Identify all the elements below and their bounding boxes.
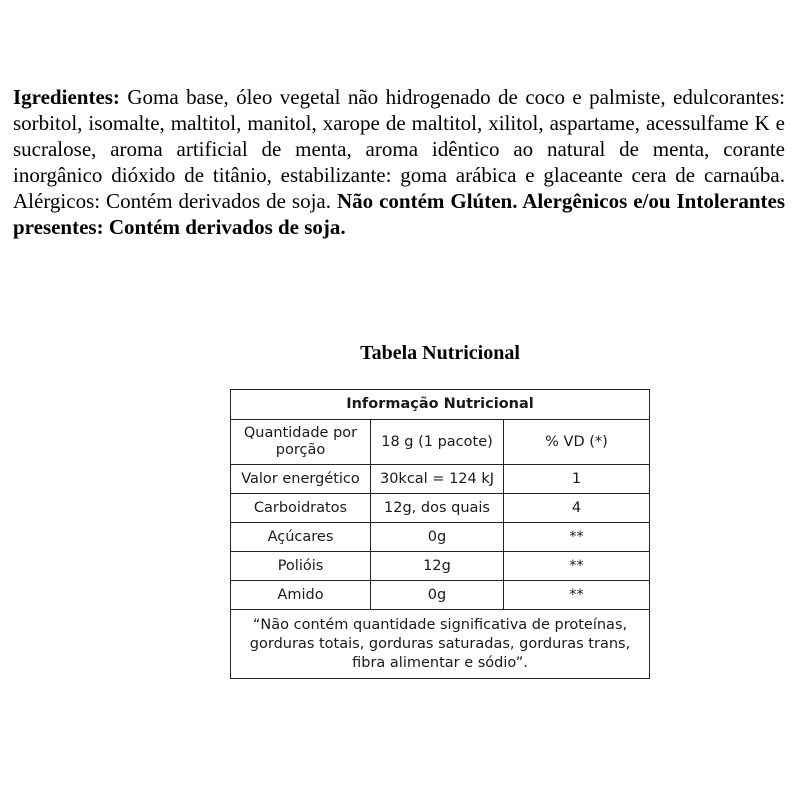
vd-label: % VD (*) xyxy=(504,420,650,465)
nutrient-vd: ** xyxy=(504,581,650,610)
nutrient-name: Açúcares xyxy=(231,523,371,552)
nutrient-amount: 0g xyxy=(371,581,504,610)
table-row xyxy=(231,494,650,523)
table-header-row xyxy=(231,390,650,420)
nutrient-name: Carboidratos xyxy=(231,494,371,523)
serving-label: Quantidade por porção xyxy=(231,420,371,465)
ingredients-label: Igredientes: xyxy=(13,85,120,109)
nutrient-vd: ** xyxy=(504,552,650,581)
table-row xyxy=(231,581,650,610)
ingredients-text: Goma base, óleo vegetal não hidrogenado de coco e palmiste, edulcorantes: sorbitol, isomalte, maltitol, manitol, xarope de maltitol, xilitol, aspartame, acessulfame K e sucralose, aroma artificial de menta, aroma idêntico ao natural de menta, corante inorgânico dióxido de titânio, estabilizante: goma arábica e glaceante cera de carnaúba. Alérgicos: Contém derivados de soja. xyxy=(13,85,785,213)
table-row xyxy=(231,523,650,552)
nutrient-amount: 0g xyxy=(371,523,504,552)
table-row xyxy=(231,552,650,581)
table-header: Informação Nutricional xyxy=(231,390,650,420)
nutrient-name: Amido xyxy=(231,581,371,610)
allergen-notice: Não contém Glúten. Alergênicos e/ou Intolerantes presentes: Contém derivados de soja. xyxy=(13,189,785,239)
footnote-row xyxy=(231,610,650,679)
table-footnote: “Não contém quantidade significativa de proteínas, gorduras totais, gorduras saturadas, gorduras trans, fibra alimentar e sódio”. xyxy=(231,610,650,679)
ingredients-paragraph xyxy=(13,84,785,240)
nutrient-amount: 12g xyxy=(371,552,504,581)
nutrient-vd: 4 xyxy=(504,494,650,523)
table-title: Tabela Nutricional xyxy=(360,342,520,364)
nutrient-name: Polióis xyxy=(231,552,371,581)
nutrition-table xyxy=(230,389,650,679)
serving-row xyxy=(231,420,650,465)
nutrient-name: Valor energético xyxy=(231,465,371,494)
table-row xyxy=(231,465,650,494)
nutrient-vd: 1 xyxy=(504,465,650,494)
serving-value: 18 g (1 pacote) xyxy=(371,420,504,465)
nutrient-amount: 30kcal = 124 kJ xyxy=(371,465,504,494)
nutrient-amount: 12g, dos quais xyxy=(371,494,504,523)
nutrient-vd: ** xyxy=(504,523,650,552)
